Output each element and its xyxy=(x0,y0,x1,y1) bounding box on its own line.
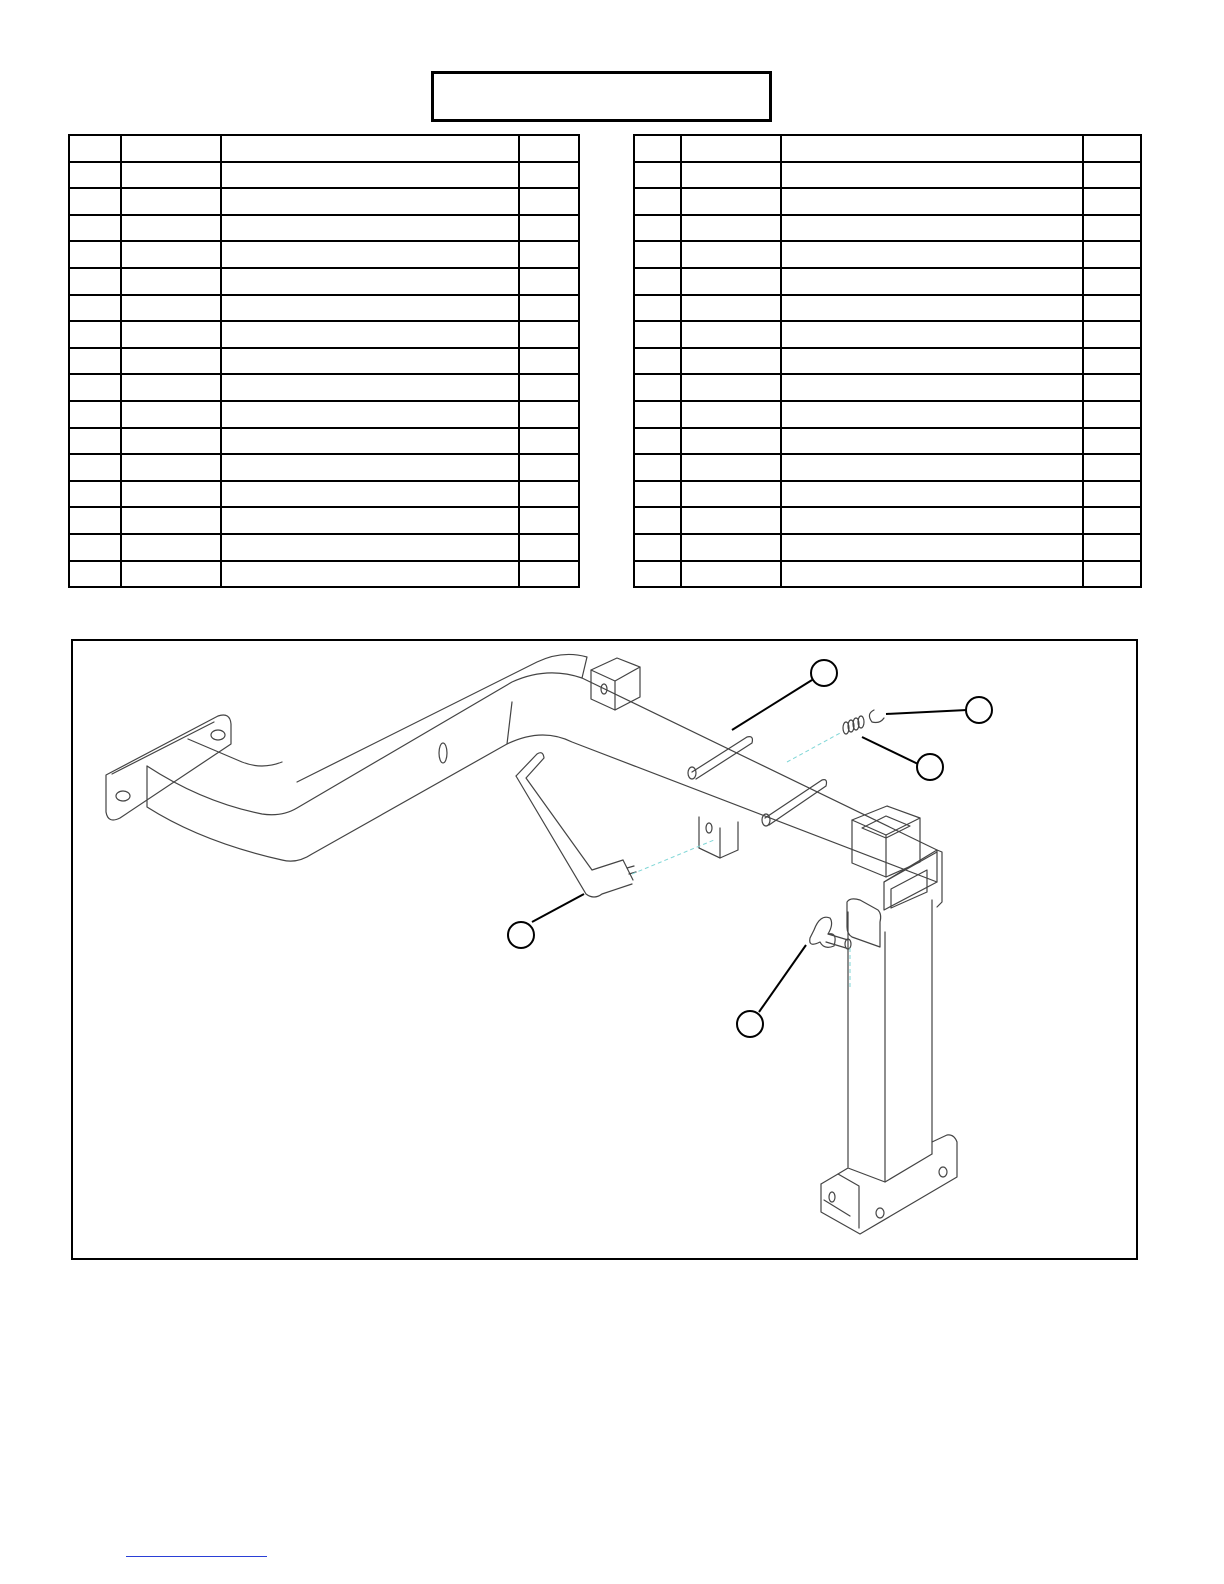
table-cell xyxy=(634,401,681,428)
table-cell xyxy=(519,561,579,588)
callout-bubble xyxy=(966,697,992,723)
table-cell xyxy=(221,268,519,295)
table-cell xyxy=(781,321,1083,348)
table-cell xyxy=(221,428,519,455)
table-cell xyxy=(634,507,681,534)
bottom-mounting-bracket xyxy=(821,1135,957,1234)
column-header xyxy=(634,135,681,162)
table-cell xyxy=(634,561,681,588)
table-cell xyxy=(69,215,121,242)
table-cell xyxy=(1083,401,1141,428)
table-cell xyxy=(681,534,781,561)
table-row xyxy=(634,374,1141,401)
table-cell xyxy=(634,428,681,455)
table-cell xyxy=(69,268,121,295)
table-cell xyxy=(681,374,781,401)
table-cell xyxy=(519,401,579,428)
table-cell xyxy=(221,481,519,508)
table-row xyxy=(69,428,579,455)
table-row xyxy=(69,374,579,401)
table-cell xyxy=(1083,241,1141,268)
table-cell xyxy=(69,534,121,561)
table-cell xyxy=(69,507,121,534)
table-cell xyxy=(681,428,781,455)
table-header-row xyxy=(69,135,579,162)
table-cell xyxy=(634,215,681,242)
column-header xyxy=(1083,135,1141,162)
table-cell xyxy=(519,348,579,375)
table-row xyxy=(634,162,1141,189)
table-cell xyxy=(69,454,121,481)
table-row xyxy=(69,215,579,242)
table-cell xyxy=(781,401,1083,428)
table-cell xyxy=(781,561,1083,588)
table-row xyxy=(634,241,1141,268)
table-cell xyxy=(519,241,579,268)
table-row xyxy=(634,454,1141,481)
table-cell xyxy=(1083,321,1141,348)
table-row xyxy=(634,188,1141,215)
main-arm-tube xyxy=(147,654,937,882)
table-cell xyxy=(221,162,519,189)
table-row xyxy=(69,295,579,322)
handle-pin xyxy=(516,753,636,897)
table-cell xyxy=(634,268,681,295)
table-cell xyxy=(121,454,221,481)
table-row xyxy=(69,507,579,534)
callout-leaders xyxy=(532,680,967,1012)
callout-bubble xyxy=(811,660,837,686)
table-cell xyxy=(121,401,221,428)
table-cell xyxy=(221,374,519,401)
column-header xyxy=(519,135,579,162)
table-cell xyxy=(781,481,1083,508)
table-cell xyxy=(221,507,519,534)
table-row xyxy=(69,268,579,295)
table-row xyxy=(69,241,579,268)
table-cell xyxy=(781,534,1083,561)
table-cell xyxy=(519,507,579,534)
table-cell xyxy=(1083,162,1141,189)
table-row xyxy=(634,215,1141,242)
table-cell xyxy=(519,374,579,401)
table-cell xyxy=(781,374,1083,401)
table-row xyxy=(634,348,1141,375)
table-row xyxy=(69,162,579,189)
exploded-view-diagram xyxy=(71,639,1138,1260)
table-cell xyxy=(634,534,681,561)
table-cell xyxy=(1083,188,1141,215)
table-cell xyxy=(634,374,681,401)
lower-stop-block xyxy=(699,817,738,858)
table-cell xyxy=(121,374,221,401)
table-cell xyxy=(1083,374,1141,401)
table-cell xyxy=(221,241,519,268)
table-cell xyxy=(519,454,579,481)
table-cell xyxy=(681,268,781,295)
table-cell xyxy=(121,534,221,561)
table-cell xyxy=(634,241,681,268)
table-cell xyxy=(634,481,681,508)
column-header xyxy=(69,135,121,162)
table-cell xyxy=(221,534,519,561)
table-cell xyxy=(69,348,121,375)
table-cell xyxy=(634,162,681,189)
table-cell xyxy=(1083,348,1141,375)
table-row xyxy=(634,534,1141,561)
column-header xyxy=(781,135,1083,162)
column-header xyxy=(121,135,221,162)
table-cell xyxy=(681,507,781,534)
table-cell xyxy=(519,188,579,215)
table-cell xyxy=(519,428,579,455)
parts-table-left xyxy=(68,134,580,588)
callout-bubble xyxy=(737,1011,763,1037)
table-cell xyxy=(69,295,121,322)
table-cell xyxy=(1083,428,1141,455)
table-cell xyxy=(121,162,221,189)
table-cell xyxy=(121,428,221,455)
table-cell xyxy=(634,295,681,322)
table-cell xyxy=(121,321,221,348)
table-cell xyxy=(121,348,221,375)
table-cell xyxy=(121,268,221,295)
table-row xyxy=(69,188,579,215)
table-row xyxy=(69,348,579,375)
table-cell xyxy=(121,215,221,242)
table-cell xyxy=(634,348,681,375)
table-cell xyxy=(1083,454,1141,481)
table-row xyxy=(634,507,1141,534)
table-cell xyxy=(121,295,221,322)
callout-bubble xyxy=(508,922,534,948)
table-cell xyxy=(634,188,681,215)
table-cell xyxy=(121,188,221,215)
table-row xyxy=(634,268,1141,295)
left-mounting-plate xyxy=(106,715,231,820)
table-cell xyxy=(69,321,121,348)
table-cell xyxy=(781,295,1083,322)
table-row xyxy=(634,561,1141,588)
table-cell xyxy=(221,188,519,215)
table-cell xyxy=(221,215,519,242)
table-cell xyxy=(681,188,781,215)
table-row xyxy=(634,481,1141,508)
table-cell xyxy=(519,215,579,242)
table-cell xyxy=(781,215,1083,242)
table-cell xyxy=(1083,561,1141,588)
table-cell xyxy=(519,321,579,348)
table-cell xyxy=(681,215,781,242)
table-cell xyxy=(519,534,579,561)
table-cell xyxy=(681,454,781,481)
parts-table-right xyxy=(633,134,1142,588)
table-cell xyxy=(69,374,121,401)
table-cell xyxy=(519,295,579,322)
table-cell xyxy=(681,348,781,375)
table-cell xyxy=(781,241,1083,268)
table-header-row xyxy=(634,135,1141,162)
table-cell xyxy=(681,561,781,588)
table-cell xyxy=(634,454,681,481)
table-cell xyxy=(69,481,121,508)
table-cell xyxy=(781,188,1083,215)
table-cell xyxy=(681,481,781,508)
table-cell xyxy=(781,162,1083,189)
table-cell xyxy=(519,162,579,189)
table-cell xyxy=(69,241,121,268)
table-row xyxy=(634,295,1141,322)
assembly-guide-lines xyxy=(632,732,850,987)
table-cell xyxy=(1083,268,1141,295)
table-cell xyxy=(1083,507,1141,534)
knob-bolt xyxy=(810,917,851,949)
table-cell xyxy=(681,241,781,268)
table-row xyxy=(634,401,1141,428)
column-header xyxy=(681,135,781,162)
table-cell xyxy=(781,268,1083,295)
table-cell xyxy=(69,428,121,455)
vertical-post xyxy=(847,806,942,1182)
table-row xyxy=(69,321,579,348)
spring-and-clip xyxy=(843,710,884,734)
table-cell xyxy=(69,561,121,588)
table-cell xyxy=(681,401,781,428)
table-cell xyxy=(634,321,681,348)
table-cell xyxy=(221,401,519,428)
table-cell xyxy=(681,295,781,322)
table-cell xyxy=(1083,534,1141,561)
table-cell xyxy=(1083,481,1141,508)
page-title-box xyxy=(431,71,772,122)
table-cell xyxy=(681,162,781,189)
table-cell xyxy=(221,561,519,588)
table-cell xyxy=(121,481,221,508)
table-row xyxy=(69,534,579,561)
table-cell xyxy=(221,454,519,481)
callout-bubble xyxy=(917,754,943,780)
table-cell xyxy=(221,295,519,322)
table-cell xyxy=(121,507,221,534)
table-row xyxy=(69,561,579,588)
table-cell xyxy=(781,454,1083,481)
table-row xyxy=(69,454,579,481)
table-cell xyxy=(69,401,121,428)
table-row xyxy=(634,428,1141,455)
table-cell xyxy=(121,241,221,268)
table-cell xyxy=(121,561,221,588)
table-cell xyxy=(681,321,781,348)
assembly-drawing xyxy=(73,641,1140,1262)
table-cell xyxy=(781,428,1083,455)
footer-link[interactable] xyxy=(126,1556,267,1557)
table-row xyxy=(69,481,579,508)
table-cell xyxy=(221,348,519,375)
column-header xyxy=(221,135,519,162)
table-cell xyxy=(221,321,519,348)
table-cell xyxy=(69,188,121,215)
table-cell xyxy=(781,507,1083,534)
table-cell xyxy=(781,348,1083,375)
table-cell xyxy=(1083,215,1141,242)
table-row xyxy=(634,321,1141,348)
table-row xyxy=(69,401,579,428)
table-cell xyxy=(519,268,579,295)
table-cell xyxy=(1083,295,1141,322)
table-cell xyxy=(519,481,579,508)
table-cell xyxy=(69,162,121,189)
